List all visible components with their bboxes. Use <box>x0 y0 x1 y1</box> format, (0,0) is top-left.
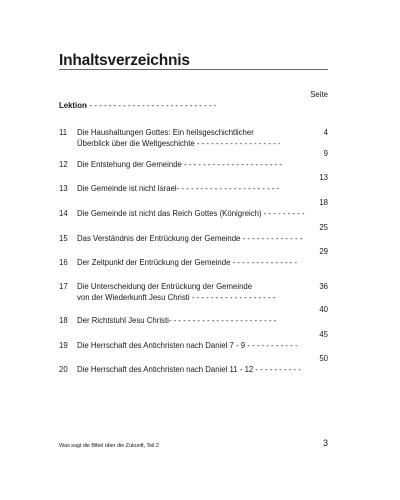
entry-page: 45 <box>319 330 328 339</box>
entry-title: Die Herrschaft des Antichristen nach Daniel 11 - 12 - - - - - - - - - - <box>77 365 301 374</box>
entry-number: 13 <box>59 184 68 193</box>
entry-number: 14 <box>59 209 68 218</box>
entry-number: 19 <box>59 341 68 350</box>
entry-page: 18 <box>319 198 328 207</box>
entry-title: Die Herrschaft des Antichristen nach Daniel 7 - 9 - - - - - - - - - - - <box>77 341 298 350</box>
entry-title: Das Verständnis der Entrückung der Gemeinde - - - - - - - - - - - - - <box>77 234 303 243</box>
entry-page: 40 <box>319 305 328 314</box>
toc-header-page-label: Seite <box>310 90 328 99</box>
entry-page: 25 <box>319 223 328 232</box>
entry-title <box>77 281 275 303</box>
entry-number: 12 <box>59 160 68 169</box>
entry-number: 15 <box>59 234 68 243</box>
entry-number: 16 <box>59 258 68 267</box>
entry-number: 20 <box>59 365 68 374</box>
entry-title-line: Überblick über die Weltgeschichte - - - - - - - - - - - - - - - - - - <box>77 139 281 148</box>
entry-page: 50 <box>319 354 328 363</box>
footer-page-number: 3 <box>323 438 329 448</box>
entry-title-line: Die Unterscheidung der Entrückung der Gemeinde <box>77 282 253 291</box>
toc-header-label: Lektion <box>59 101 87 110</box>
entry-page: 4 <box>323 128 328 137</box>
entry-page: 13 <box>319 173 328 182</box>
entry-title: Der Richtstuhl Jesu Christi- - - - - - - - - - - - - - - - - - - - - - - <box>77 316 277 325</box>
entry-title: Die Gemeinde ist nicht das Reich Gottes (Königreich) - - - - - - - - - <box>77 209 305 218</box>
entry-title: Der Zeitpunkt der Entrückung der Gemeinde - - - - - - - - - - - - - - <box>77 258 298 267</box>
toc-header-leader: - - - - - - - - - - - - - - - - - - - - - - - - - - - - <box>85 101 217 110</box>
entry-number: 11 <box>59 128 68 137</box>
entry-number: 18 <box>59 316 68 325</box>
entry-title <box>77 127 280 149</box>
entry-page: 36 <box>319 282 328 291</box>
title-rule <box>59 69 328 70</box>
entry-title: Die Gemeinde ist nicht Israel- - - - - - - - - - - - - - - - - - - - - - <box>77 184 280 193</box>
entry-title: Die Entstehung der Gemeinde - - - - - - - - - - - - - - - - - - - - - <box>77 160 282 169</box>
entry-number: 17 <box>59 282 68 291</box>
entry-page: 29 <box>319 247 328 256</box>
entry-title-line: Die Haushaltungen Gottes: Ein heilsgeschichtlicher <box>77 128 254 137</box>
page-title: Inhaltsverzeichnis <box>59 52 190 69</box>
entry-page: 9 <box>323 149 328 158</box>
footer-book-title: Was sagt die Bibel über die Zukunft, Teil 2 <box>59 443 159 449</box>
entry-title-line: von der Wiederkunft Jesu Christi - - - - - - - - - - - - - - - - - - <box>77 293 276 302</box>
